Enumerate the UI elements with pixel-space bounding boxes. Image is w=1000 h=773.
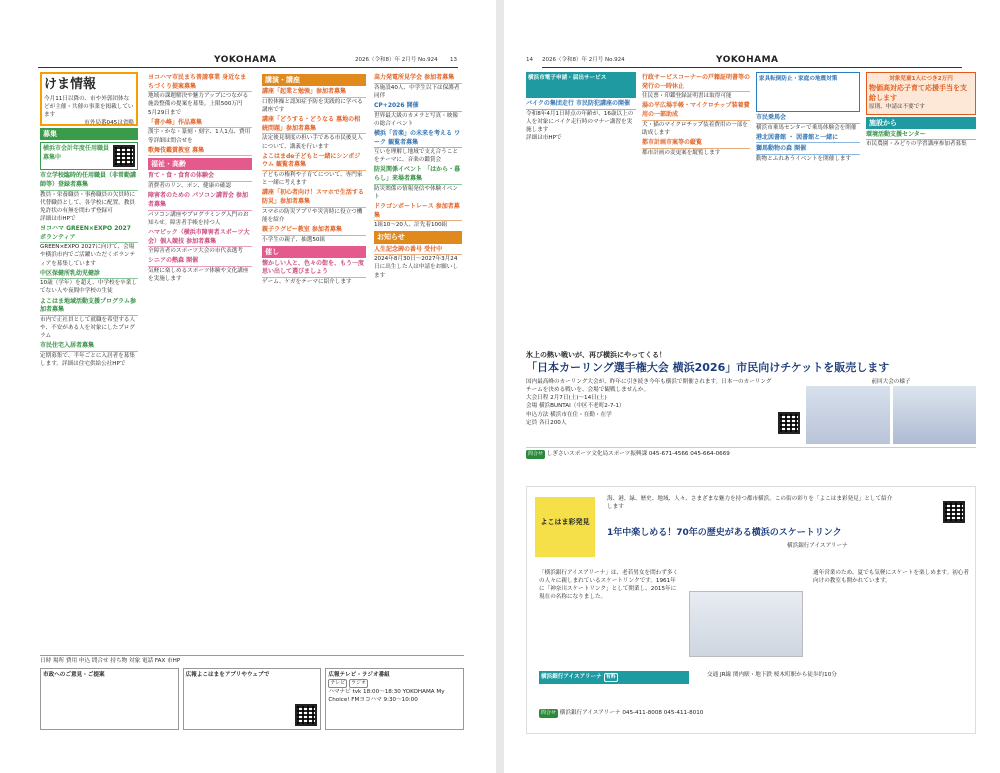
item-title: ドラゴンボートレース 参加者募集 <box>374 203 462 221</box>
item-title: よこはま地域活動支援プログラム参加者募集 <box>40 298 138 316</box>
masthead-box <box>40 72 138 126</box>
feature-price: 定員 各日200人 <box>526 419 567 426</box>
series-logo <box>535 497 595 557</box>
issue-info: 2026（令和8）年 2月号 No.924 <box>542 57 625 63</box>
issue-info: 2026（令和8）年 2月号 No.924 <box>355 57 438 63</box>
item-title: よこはまde子どもと一緒にシンポジウム 観覧者募集 <box>262 153 366 171</box>
tv-label: テレビ <box>328 679 347 688</box>
item-title: 人生記念碑の番号 受付中 <box>374 246 462 256</box>
recruit-banner[interactable] <box>40 142 138 170</box>
qr-code <box>295 704 317 726</box>
item-title: 講座「どうする・どうなる 墓地の相続問題」参加者募集 <box>262 116 366 134</box>
item-body: 動物とふれあうイベントを開催します <box>756 156 852 163</box>
photo-caption: 前回大会の様子 <box>871 379 911 386</box>
item-body: パソコン講座やプログラミング入門のお知らせ。障害者手帳を持つ人 <box>148 211 249 226</box>
item-body: 子どもの権利や子育てについて、専門家と一緒に考えます <box>262 172 363 187</box>
feature-kicker: 氷上の熱い戦いが、再び横浜にやってくる！ <box>526 351 666 359</box>
bottom-bar <box>40 668 464 730</box>
right-col-4 <box>866 72 976 342</box>
item-title: 獅馬動物の森 開催 <box>756 145 860 155</box>
section-facility: 施設から <box>866 117 976 129</box>
section-welfare: 福祉・高齢 <box>148 158 252 170</box>
app-title: 広報よこはまをアプリやウェブで <box>185 672 270 678</box>
item-body: 1組10〜20人、計先着100組 <box>374 222 448 229</box>
left-col-3 <box>262 72 366 652</box>
curling-photo <box>806 386 890 444</box>
childcare-amount: 対象児童1人につき2万円 <box>889 76 953 82</box>
item-title: 湯の平広場手帳・マイクロチップ装着費用の一部助成 <box>642 102 750 120</box>
fee-badge: 有料 <box>604 673 618 682</box>
item-title: 市立学校臨時的任用職員（非常勤講師等）登録者募集 <box>40 172 138 190</box>
header-rule <box>542 67 962 68</box>
masthead-intro: 今月11日以降の、市や外郭団体などが主催・共催の事業を掲載しています <box>44 95 134 119</box>
item-title: CP+2026 開催 <box>374 102 462 112</box>
item-title: 障害者のための パソコン講習会 参加者募集 <box>148 192 252 210</box>
right-col-3 <box>756 72 860 342</box>
left-col-2 <box>148 72 252 652</box>
item-title: 親子ラグビー教室 参加者募集 <box>262 226 366 236</box>
masthead-intro2: 市外局番045は省略 <box>84 120 134 127</box>
feature-contact: しぎさいスポーツ文化局スポーツ振興課 045-671-4566 045-664-0669 <box>546 451 730 458</box>
item-body: 口腔体操と認知症予防を実践的に学べる講座です <box>262 98 363 113</box>
item-body: 防災関係の情報発信や体験イベント <box>374 185 458 200</box>
e-application-title: 横浜市電子申請・届出サービス <box>528 75 607 81</box>
item-body: 定期募集で、半年ごとに入居者を募集します。詳細は住宅供給公社HPで <box>40 352 135 368</box>
item-title: 都市計画市案等の縦覧 <box>642 139 750 149</box>
item-body: 都市計画の変更案を縦覧します <box>642 149 721 156</box>
column-body-2: 通年営業のため、夏でも気軽にスケートを楽しめます。初心者向けの教室も開かれています。 <box>813 570 969 585</box>
legend: 日時 場所 費用 申込 問合せ 持ち物 対象 電話 FAX 市HP <box>40 655 464 665</box>
tv-radio-box <box>325 668 464 730</box>
item-body: 法定後見制度の担い手である市民後見人について、講義を行います <box>262 135 363 150</box>
header-rule <box>38 67 458 68</box>
column-lead: 海、港、緑、歴史、地域、人々、さまざまな魅力を持つ都市横浜。この街の彩りを「よこはま彩発見」として紹介します <box>607 496 893 511</box>
item-body: 市内で正社員として就職を希望する人や、不安がある人を対象にしたプログラム <box>40 316 136 340</box>
item-body: 気軽に楽しめるスポーツ体験や文化講座を実施します <box>148 268 249 283</box>
feature-how: 申込方法 横浜市在住・在勤・在学 <box>526 411 612 418</box>
item-title: 行政サービスコーナーの戸籍証明書等の発行の一時休止 <box>642 74 750 92</box>
item-title: 育て・食・食育の体験会 <box>148 172 252 182</box>
item-body: 各施設40人、中学生以下は保護者同伴 <box>374 84 460 99</box>
left-page <box>0 0 496 773</box>
masthead-title: けま情報 <box>44 77 97 92</box>
childcare-box <box>866 72 976 115</box>
feature-where: 会場 横浜BUNTAI（中区不老町2-7-1） <box>526 403 625 410</box>
item-title: シニアの熱森 開催 <box>148 257 252 267</box>
column-body-1: 「横浜銀行アイスアリーナ」は、老若男女を問わず多くの人々に親しまれているスケートリンクです。1961年に「神奈川スケートリンク」として開業し、2015年に現在の名称になりました。 <box>539 570 679 601</box>
left-col-1 <box>40 72 138 652</box>
qr-code <box>778 412 800 434</box>
item-title: 防災関係イベント 「はから・暮らし」来場者募集 <box>374 166 462 184</box>
item-title: 市民住宅入居者募集 <box>40 342 138 352</box>
right-page <box>504 0 1000 773</box>
column-contact: 横浜銀行アイスアリーナ 045-411-8008 045-411-8010 <box>559 710 704 716</box>
column-access: 交通 JR線 関内駅・地下鉄 桜木町駅から徒歩約10分 <box>707 672 837 678</box>
item-body: 教員・栄養職員・事務職員の欠員時に代替職員として、各学校に配置。教員免許状の有無を問わず登録可 <box>40 191 136 214</box>
feature-when: 大会日程 2月7日(土)〜14日(土) <box>526 395 607 402</box>
item-body: GREEN×EXPO 2027に向けて、会場や横浜市内でご活躍いただくボランティアを募集しています <box>40 244 136 267</box>
item-title: 中区保健所乳幼児健診 <box>40 270 138 280</box>
curling-photo <box>893 386 977 444</box>
item-title: バイクの集団走行 市民防犯講座の開催 <box>526 100 636 110</box>
banner-text: 横浜市会計年度任用職員募集中 <box>43 145 110 161</box>
qr-code <box>943 501 965 523</box>
opinion-title: 市政へのご意見・ご提案 <box>43 672 105 678</box>
item-title: 市民乗馬会 <box>756 114 860 124</box>
item-body: 互いを理解し地域で支え合うことをテーマに、音楽の鑑賞会 <box>374 149 458 164</box>
childcare-title: 物価高対応子育て応援手当を支給します <box>869 84 967 103</box>
item-title: ハマピック（横浜市障害者スポーツ大会）個人競技 参加者募集 <box>148 229 252 247</box>
item-body: 市民農園・みどりの学習講座参加者募集 <box>866 141 967 148</box>
venue-label <box>539 671 689 684</box>
right-col-1 <box>526 72 636 342</box>
page-number: 14 <box>526 57 533 63</box>
series-name: よこはま彩発見 <box>540 518 590 526</box>
opinion-box[interactable] <box>40 668 179 730</box>
item-body: 令和8年4月1日時点の年齢が、16歳以上の人を対象にバイク走行時のマナー講習を実施します <box>526 110 634 133</box>
item-body: スマホの防災アプリや災害時に役立つ機能を紹介 <box>262 208 363 223</box>
feature-title: 「日本カーリング選手権大会 横浜2026」市民向けチケットを販売します <box>526 361 890 375</box>
curling-feature <box>526 350 976 476</box>
item-title: 講座「初心者向け！スマホで生活する防災」参加者募集 <box>262 189 366 207</box>
item-body: 世界最大級のカメラと写真・映像の総合イベント <box>374 112 458 127</box>
quake-ad[interactable] <box>756 72 860 112</box>
item-body: 横浜市乗馬センターで乗馬体験会を開催 <box>756 124 857 131</box>
section-events: 催し <box>262 246 366 258</box>
venue-name: 横浜銀行アイスアリーナ <box>541 674 602 680</box>
item-body: ゲーム、ケガをテーマに紹介します <box>262 279 352 286</box>
item-body: 犬・猫のマイクロチップ装着費用の一部を助成します <box>642 121 748 136</box>
item-title: 講座「起業と勉強」参加者募集 <box>262 88 366 98</box>
left-header <box>0 54 496 68</box>
item-body: 漢字・かな・篆刻・刻字、1人1点、費用等詳細は問合せを <box>148 129 251 144</box>
section-lecture: 講演・講座 <box>262 74 366 86</box>
section-recruit: 募集 <box>40 128 138 140</box>
section-notice: お知らせ <box>374 231 462 243</box>
item-body: 地域の課題解決や魅力アップにつながる施設整備の提案を募集。上限500万円 <box>148 93 249 108</box>
right-col-2 <box>642 72 750 342</box>
item-detail: 5月29日まで <box>148 109 182 116</box>
item-title: ヨコハマ市民まち普請事業 身近なまちづくり提案募集 <box>148 74 252 92</box>
item-body: 消費者のリン、ポン、健康の確認 <box>148 183 232 190</box>
childcare-body: 原則、申請は不要です <box>869 104 925 111</box>
app-box[interactable] <box>183 668 322 730</box>
item-detail: 詳細は市HPで <box>526 135 562 142</box>
item-title: 「書小峰」作品募集 <box>148 119 252 129</box>
column-subtitle: 横浜銀行アイスアリーナ <box>787 543 848 549</box>
feature-body: 国内最高峰のカーリング大会が、昨年に引き続き今年も横浜で開催されます。日本一のカーリングチームを決める戦いを、会場で観戦しませんか。 <box>526 379 772 394</box>
item-title: 高力発電所見学会 参加者募集 <box>374 74 462 84</box>
qr-code <box>113 145 135 167</box>
contact-label: 問合せ <box>539 709 558 718</box>
ice-arena-column <box>526 486 976 734</box>
left-col-4 <box>374 72 462 652</box>
page-number: 13 <box>450 57 457 63</box>
item-body: 小学生の親子、抽選50組 <box>262 236 326 243</box>
quake-ad-text: 家具転倒防止・家庭の地震対策 <box>759 76 838 82</box>
item-body: 10歳（学年）を超え、中学校を卒業してない人や夜間中学校の生徒 <box>40 280 137 295</box>
header-logo: YOKOHAMA <box>214 55 277 65</box>
item-detail: 詳細は市HPで <box>40 215 76 222</box>
contact-label: 問合せ <box>526 450 545 459</box>
right-header <box>504 54 1000 68</box>
item-body: 2024年8月30日〜2027年3月24日に出生した人は申請をお願いします <box>374 256 458 279</box>
item-title: 横浜「音楽」の未来を考える ワーク 観覧者募集 <box>374 130 462 148</box>
tv-radio-title: 広報テレビ・ラジオ番組 <box>328 672 390 678</box>
item-title: 港北図書館 ・ 図書館と一緒に <box>756 134 860 144</box>
tv-radio-text: ハマナビ tvk 18:00〜18:30 YOKOHAMA My Choice! FMヨコハマ 9:30〜10:00 <box>328 689 445 704</box>
item-title: 歌舞伎鑑賞教室 募集 <box>148 147 252 157</box>
radio-label: ラジオ <box>349 679 368 688</box>
item-title: ヨコハマ GREEN×EXPO 2027 ボランティア <box>40 225 138 243</box>
item-title: 懐かしい人と、色々の街を、もう一度 思い出して選びましょう <box>262 260 366 278</box>
page-gutter <box>496 0 504 773</box>
arena-photo <box>689 591 803 657</box>
column-title: 1年中楽しめる！70年の歴史がある横浜のスケートリンク <box>607 528 842 538</box>
item-body: 全障害者のスポーツ大会の市代表選考 <box>148 248 243 255</box>
e-application-box[interactable] <box>526 72 636 98</box>
header-logo: YOKOHAMA <box>716 55 779 65</box>
item-title: 環境活動支援センター <box>866 131 976 141</box>
item-body: 住民票・印鑑登録証明書は取得可能 <box>642 93 732 100</box>
